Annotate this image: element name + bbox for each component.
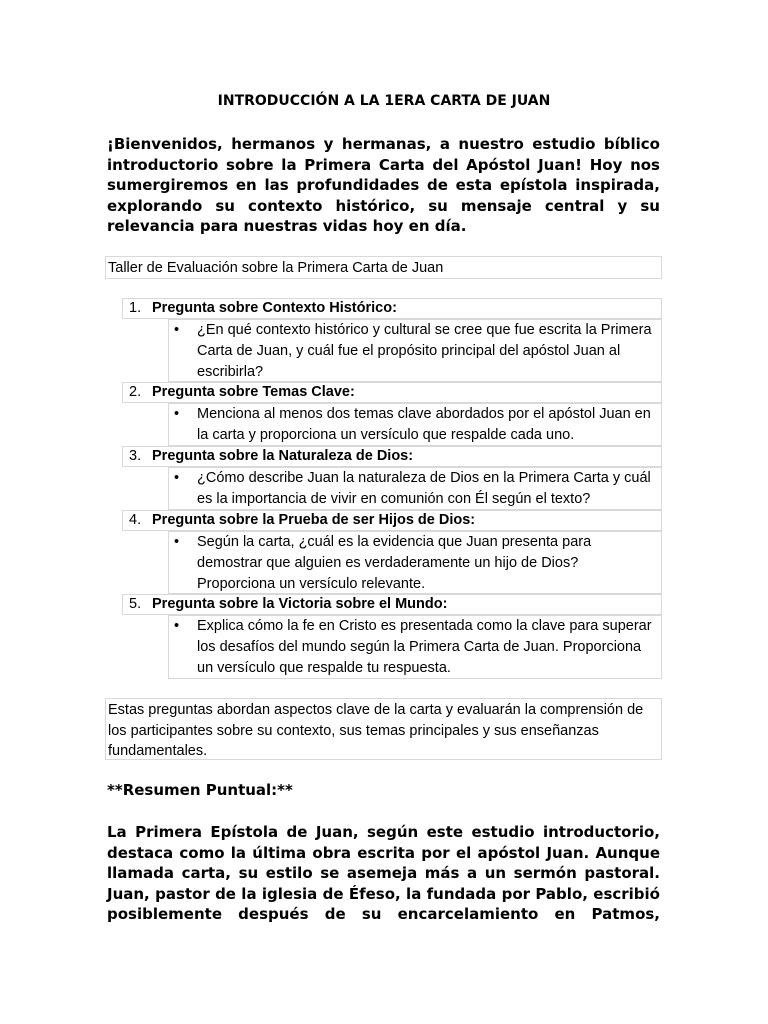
question-text: ¿En qué contexto histórico y cultural se cree que fue escrita la Primera Carta de Juan, y cuál fue el propósito principal del apóstol Juan al escribirla? <box>197 322 652 380</box>
question-number: 2. <box>129 384 142 400</box>
question-title: Pregunta sobre la Naturaleza de Dios: <box>152 448 414 464</box>
question-text: Explica cómo la fe en Cristo es presentada como la clave para superar los desafíos del mundo según la Primera Carta de Juan. Proporciona un versículo que respalde tu respuesta. <box>197 618 652 676</box>
question-number: 4. <box>129 512 142 528</box>
closing-paragraph-box: Estas preguntas abordan aspectos clave de la carta y evaluarán la comprensión de los participantes sobre su contexto, sus temas principales y sus enseñanzas fundamentales. <box>105 698 662 760</box>
page-title: INTRODUCCIÓN A LA 1ERA CARTA DE JUAN <box>217 93 551 109</box>
question-4-body <box>168 531 662 594</box>
question-title: Pregunta sobre Contexto Histórico: <box>152 300 397 316</box>
question-number: 3. <box>129 448 142 464</box>
question-title: Pregunta sobre la Prueba de ser Hijos de Dios: <box>152 512 476 528</box>
question-2-body <box>168 403 662 446</box>
question-number: 1. <box>129 300 142 316</box>
question-1-body <box>168 319 662 382</box>
bullet-icon: • <box>174 534 180 550</box>
summary-paragraph: La Primera Epístola de Juan, según este estudio introductorio, destaca como la última obra escrita por el apóstol Juan. Aunque llamada carta, su estilo se asemeja más a un sermón pastoral. Juan, pastor de la iglesia de Éfeso, la fundada por Pablo, escribió posiblemente después de su encarcelamiento en Patmos, <box>107 823 660 923</box>
question-3-header <box>122 446 662 467</box>
question-4-header <box>122 510 662 531</box>
summary-heading: **Resumen Puntual:** <box>107 781 293 799</box>
bullet-icon: • <box>174 406 180 422</box>
question-2-header <box>122 382 662 403</box>
bullet-icon: • <box>174 618 180 634</box>
bullet-icon: • <box>174 470 180 486</box>
question-number: 5. <box>129 596 142 612</box>
question-5-body <box>168 615 662 679</box>
intro-paragraph: ¡Bienvenidos, hermanos y hermanas, a nuestro estudio bíblico introductorio sobre la Primera Carta del Apóstol Juan! Hoy nos sumergiremos en las profundidades de esta epístola inspirada, explorando su contexto histórico, su mensaje central y su relevancia para nuestras vidas hoy en día. <box>107 135 660 235</box>
question-title: Pregunta sobre Temas Clave: <box>152 384 355 400</box>
bullet-icon: • <box>174 322 180 338</box>
taller-title-box: Taller de Evaluación sobre la Primera Carta de Juan <box>105 256 662 279</box>
question-title: Pregunta sobre la Victoria sobre el Mundo: <box>152 596 448 612</box>
question-5-header <box>122 594 662 615</box>
question-text: Menciona al menos dos temas clave abordados por el apóstol Juan en la carta y proporciona un versículo que respalde cada uno. <box>197 406 651 443</box>
question-text: ¿Cómo describe Juan la naturaleza de Dios en la Primera Carta y cuál es la importancia de vivir en comunión con Él según el texto? <box>197 470 651 507</box>
question-1-header <box>122 298 662 319</box>
question-text: Según la carta, ¿cuál es la evidencia que Juan presenta para demostrar que alguien es verdaderamente un hijo de Dios? Proporciona un versículo relevante. <box>197 534 592 592</box>
question-3-body <box>168 467 662 510</box>
